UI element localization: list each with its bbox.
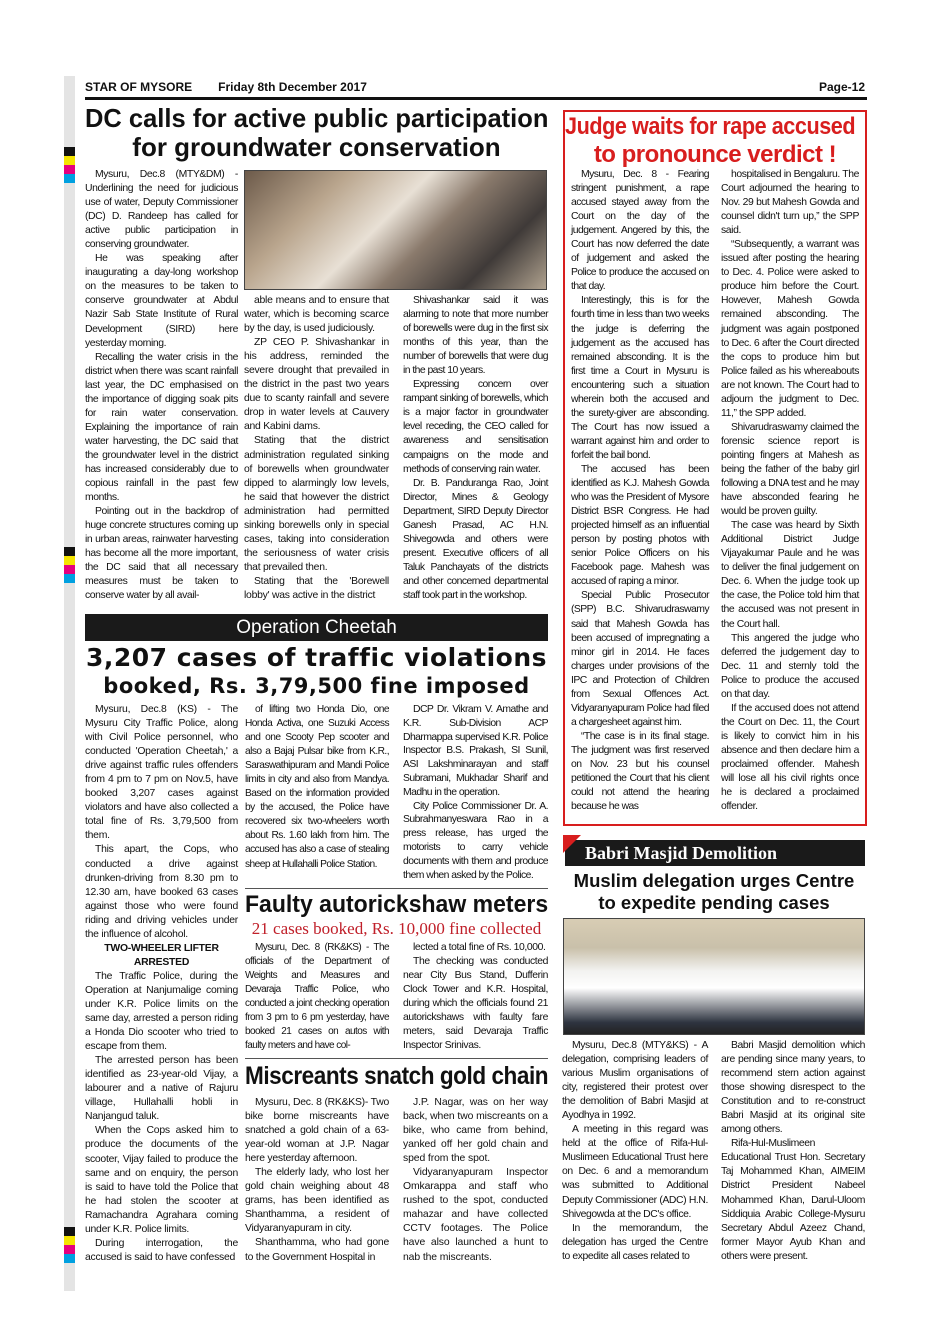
registration-mark-magenta	[64, 165, 75, 174]
paragraph: Recalling the water crisis in the district when there was scant rainfall last year, the DC emphasised on the importance of digging soak pits for rain water conservation. Explaining the importance of rain water harvesting, the DC said that the groundwater level in the district has increased considerably due to copious rainfall in the past few months.	[85, 351, 238, 504]
auto-column-2	[403, 941, 548, 1053]
paragraph: Mysuru, Dec. 8 (RK&KS) - The officials of the Department of Weights and Measures and Devaraja Traffic Police, who conducted a joint checking operation from 3 pm to 6 pm yesterday, have booked 21 cases on autos with faulty meters and have col-	[245, 942, 389, 1052]
paragraph: ZP CEO P. Shivashankar in his address, reminded the severe drought that prevailed in the district in the past two years due to scanty rainfall and severe drop in water levels at Cauvery and Kabini dams.	[244, 337, 389, 433]
registration-mark-yellow	[64, 156, 75, 165]
page-header	[85, 80, 865, 96]
paragraph: able means and to ensure that water, which is becoming scarce by the day, is used judiciously.	[244, 295, 389, 335]
registration-mark-magenta	[64, 565, 75, 574]
headline-line: DC calls for active public participation	[85, 103, 549, 133]
registration-mark-yellow	[64, 556, 75, 565]
paragraph: Rifa-Hul-Muslimeen Educational Trust Hon. Secretary Taj Mohammed Khan, AIMEIM District President Nabeel Mohammed Khan, Darul-Uloom Siddiquia Arabic College-Mysuru Secretary Abdul Azeez Chand, former Mayor Ayub Khan and others were present.	[721, 1138, 865, 1262]
chain-headline	[245, 1061, 548, 1091]
paragraph: When the Cops asked him to produce the documents of the scooter, Vijay failed to produce the same and on enquiry, the person is said to have told the Police that he had stolen the scooter at Ramachandra Agrahara coming under K.R. Police limits.	[85, 1125, 238, 1235]
paragraph: Mysuru, Dec.8 (MTY&DM) - Underlining the need for judicious use of water, Deputy Commissioner (DC) D. Randeep has called for active public participation in conserving groundwater.	[85, 169, 238, 251]
dc-column-2	[244, 294, 389, 603]
paragraph: Dr. B. Panduranga Rao, Joint Director, Mines & Geology Department, SIRD Deputy Director Ganesh Prasad, AC H.N. Shivegowda and others were present. Executive officers of all Taluk Panchayats of the districts and other concerned departmental staff took part in the workshop.	[403, 477, 548, 601]
headline-line: Faulty autorickshaw meters	[245, 891, 549, 918]
babri-column-2	[721, 1039, 865, 1264]
headline-line: Miscreants snatch gold chain	[245, 1062, 549, 1090]
judge-column-2	[721, 168, 859, 814]
auto-headline	[245, 891, 548, 919]
paragraph: Shivashankar said it was alarming to note that more number of borewells were dug in the first six months of this year, than the number of borewells that were dug in the past 10 years.	[403, 295, 548, 377]
headline-line: to pronounce verdict !	[593, 141, 837, 168]
registration-mark-cyan	[64, 1254, 75, 1263]
paragraph: Expressing concern over rampant sinking of borewells, which is a major factor in groundwater level receding, the CEO called for awareness and sensitisation campaigns on the mode and methods of conserving rain water.	[403, 379, 548, 475]
judge-headline	[565, 113, 865, 169]
traffic-column-2	[245, 703, 389, 872]
babri-column-1	[562, 1039, 708, 1264]
paragraph: The Traffic Police, during the Operation at Nanjumalige coming under K.R. Police limits on the same day, arrested a person riding a Honda Dio scooter who tried to escape from them.	[85, 970, 238, 1053]
chain-column-1	[245, 1096, 389, 1265]
paragraph: J.P. Nagar, was on her way back, when two miscreants on a bike, who came from behind, yanked off her gold chain and sped from the spot.	[403, 1097, 548, 1165]
auto-column-1	[245, 941, 389, 1053]
paragraph: Vidyaranyapuram Inspector Omkarappa and staff who rushed to the spot, conducted mahazar and have collected CCTV footages. The Police have also launched a hunt to nab the miscreants.	[403, 1167, 548, 1263]
paragraph: The arrested person has been identified as 23-year-old Vijay, a labourer and a native of Rajuru village, Hullahalli hobli in Nanjangud taluk.	[85, 1055, 238, 1123]
chain-column-2	[403, 1096, 548, 1265]
paragraph: Mysuru, Dec.8 (KS) - The Mysuru City Traffic Police, along with Civil Police personnel, who conducted 'Operation Cheetah,' a drive against traffic rules offenders from 4 pm to 7 pm on Nov.5, have booked 3,207 cases against violators and have also collected a total fine of Rs. 3,79,500 from them.	[85, 704, 238, 842]
dc-column-3	[403, 294, 548, 603]
header-rule	[85, 97, 867, 100]
paragraph: Interestingly, this is for the fourth time in less than two weeks the judge is deferring the judgement as the accused has remained absconding. It is the first time a Court in Mysuru is encountering such a situation wherein both the accused and the surety-giver are absconding. The Court has now issued a warrant against him and order to forfeit the bail bond.	[571, 295, 709, 461]
paragraph: Mysuru, Dec.8 (MTY&KS) - A delegation, comprising leaders of various Muslim organisations of city, registered their protest over the demolition of Babri Masjid at Ayodhya in 1992.	[562, 1040, 708, 1122]
paragraph: A meeting in this regard was held at the office of Rifa-Hul-Muslimeen Educational Trust here on Dec. 6 and a memorandum was submitted to Additional Deputy Commissioner (ADC) H.N. Shivegowda at the DC's office.	[562, 1124, 708, 1220]
paragraph: Stating that the district administration regulated sinking of borewells when groundwater dipped to alarmingly low levels, he said that however the district administration had permitted sinking borewells only in special cases, taking into consideration the seriousness of water crisis that prevailed then.	[244, 435, 389, 573]
paragraph: “The case is in its final stage. The judgment was first reserved on Nov. 23 but his counsel petitioned the Court that his client could not attend the hearing because he was	[571, 730, 709, 813]
paragraph: In the memorandum, the delegation has urged the Centre to expedite all cases related to	[562, 1222, 708, 1262]
divider	[245, 888, 548, 889]
paper-name: STAR OF MYSORE	[85, 80, 193, 94]
paragraph: This apart, the Cops, who conducted a drive against drunken-driving from 8.30 pm to 12.30 am, have booked 63 cases against those who were found riding and driving vehicles under the influence of alcohol.	[85, 844, 238, 940]
divider	[245, 1058, 548, 1059]
headline-line: Muslim delegation urges Centre	[573, 870, 855, 891]
paragraph: Mysuru, Dec. 8 (RK&KS)- Two bike borne miscreants have snatched a gold chain of a 63-year-old woman at J.P. Nagar here yesterday afternoon.	[245, 1097, 389, 1165]
dc-column-1	[85, 168, 238, 603]
subheading: TWO-WHEELER LIFTER ARRESTED	[104, 942, 219, 968]
paragraph: Mysuru, Dec. 8 - Fearing stringent punishment, a rape accused stayed away from the Court on the day of the judgement. Angered by this, the Court has now deferred the date of judgement and asked the Police to produce the accused on that day.	[571, 169, 709, 293]
margin-strip	[64, 76, 75, 1291]
workshop-officials-photo	[244, 170, 547, 290]
paragraph: Shivarudraswamy claimed the forensic science report is pointing fingers at Mahesh as being the father of the baby girl following a DNA test and he may have absconded fearing he would be proven guilty.	[721, 421, 859, 518]
registration-mark-yellow	[64, 1236, 75, 1245]
dc-headline	[85, 104, 548, 162]
paragraph: Stating that the 'Borewell lobby' was active in the district	[244, 575, 389, 601]
traffic-headline	[85, 643, 548, 700]
delegation-memorandum-photo	[563, 918, 865, 1035]
paragraph: Special Public Prosecutor (SPP) B.C. Shivarudraswamy said that Mahesh Gowda has been accused of impregnating a minor girl in 2014. He faces charges under provisions of the IPC and Protection of Children from Sexual Offences Act. Vidyaranyapuram Police had filed a chargesheet against him.	[571, 590, 709, 728]
babri-headline	[562, 870, 866, 914]
paragraph: “Subsequently, a warrant was issued after posting the hearing to Dec. 4. Police were asked to produce him before the Court. However, Mahesh Gowda remained absconding. The judgment was again postponed to Dec. 6 after the Court directed the cops to produce him but Police failed as his whereabouts are not known. The Court had to adjourn the judgment to Dec. 11,” the SPP added.	[721, 239, 859, 419]
paragraph: of lifting two Honda Dio, one Honda Activa, one Suzuki Access and one Scooty Pep scooter and also a Bajaj Pulsar bike from K.R., Saraswathipuram and Mandi Police limits in city and also from Mandya. Based on the information provided by the accused, the Police have recovered six two-wheelers worth about Rs. 1.60 lakh from him. The accused has also a case of stealing sheep at Hullahalli Police Station.	[245, 704, 389, 870]
registration-mark-black	[64, 147, 75, 156]
paragraph: If the accused does not attend the Court on Dec. 11, the Court is likely to convict him in his absence and then declare him a proclaimed offender. Mahesh will lose all his civil rights once he is declared a proclaimed offender.	[721, 702, 859, 813]
red-corner-marker	[563, 835, 581, 853]
paragraph: The checking was conducted near City Bus Stand, Dufferin Clock Tower and K.R. Hospital, during which the officials found 21 autorickshaws with faulty fare meters, said Devaraja Traffic Inspector Srinivas.	[403, 956, 548, 1052]
paragraph: During interrogation, the accused is said to have confessed	[85, 1237, 238, 1263]
registration-mark-magenta	[64, 1245, 75, 1254]
headline-line: for groundwater conservation	[132, 132, 501, 162]
paragraph: City Police Commissioner Dr. A. Subrahmanyeswara Rao in a press release, has urged the motorists to carry vehicle documents with them and produce them when asked by the Police.	[403, 800, 548, 881]
paragraph: The case was heard by Sixth Additional District Judge Vijayakumar Paule and he was to deliver the final judgement on Dec. 6. When the judge took up the case, the Police told him that the accused was not present in the Court hall.	[721, 520, 859, 630]
headline-line: to expedite pending cases	[598, 892, 830, 913]
registration-mark-cyan	[64, 174, 75, 183]
paragraph: He was speaking after inaugurating a day-long workshop on the measures to be taken to conserve groundwater at Abdul Nazir Sab State Institute of Rural Development (SIRD) here yesterday morning.	[85, 253, 238, 349]
operation-cheetah-kicker: Operation Cheetah	[85, 614, 548, 641]
issue-date: Friday 8th December 2017	[218, 80, 367, 94]
traffic-column-3	[403, 703, 548, 882]
paragraph: Pointing out in the backdrop of huge concrete structures coming up in urban areas, rainwater harvesting has become all the more important, the DC said that all necessary measures must be taken to conserve water by all avail-	[85, 506, 238, 602]
paragraph: Shanthamma, who had gone to the Government Hospital in	[245, 1237, 389, 1263]
headline-line: booked, Rs. 3,79,500 fine imposed	[103, 674, 530, 698]
registration-mark-black	[64, 547, 75, 556]
paragraph: This angered the judge who deferred the judgement day to Dec. 11 and sternly told the Police to produce the accused on that day.	[721, 632, 859, 700]
paragraph: hospitalised in Bengaluru. The Court adjourned the hearing to Nov. 29 but Mahesh Gowda and counsel didn't turn up,” the SPP said.	[721, 169, 859, 237]
judge-column-1	[571, 168, 709, 814]
page-number: Page-12	[818, 80, 865, 94]
traffic-column-1	[85, 703, 238, 1265]
paragraph: The elderly lady, who lost her gold chain weighing about 48 grams, has been identified as Shanthamma, a resident of Vidyaranyapuram in city.	[245, 1167, 389, 1235]
registration-mark-cyan	[64, 574, 75, 583]
paragraph: The accused has been identified as K.J. Mahesh Gowda who was the President of Mysore District BSR Congress. He had projected himself as an influential person by posting photos with senior Police Officers on his Facebook page. Mahesh was accused of raping a minor.	[571, 463, 709, 588]
paragraph: Babri Masjid demolition which are pending since many years, to recommend stern action against those showing disrespect to the Constitution and to re-construct Babri Masjid at its original site among others.	[721, 1040, 865, 1136]
headline-line: Judge waits for rape accused	[565, 113, 856, 140]
paragraph: lected a total fine of Rs. 10,000.	[413, 942, 546, 953]
babri-kicker: Babri Masjid Demolition	[565, 840, 865, 866]
auto-subheadline	[245, 918, 548, 940]
subheadline-line: 21 cases booked, Rs. 10,000 fine collected	[251, 919, 542, 938]
paragraph: DCP Dr. Vikram V. Amathe and K.R. Sub-Division ACP Dharmappa supervised K.R. Police Inspector B.S. Prakash, SI Sunil, ASI Lakshminarayan and staff Subramani, Mukhadar Sharif and Madhu in the operation.	[403, 704, 548, 798]
registration-mark-black	[64, 1227, 75, 1236]
headline-line: 3,207 cases of traffic violations	[86, 643, 547, 672]
